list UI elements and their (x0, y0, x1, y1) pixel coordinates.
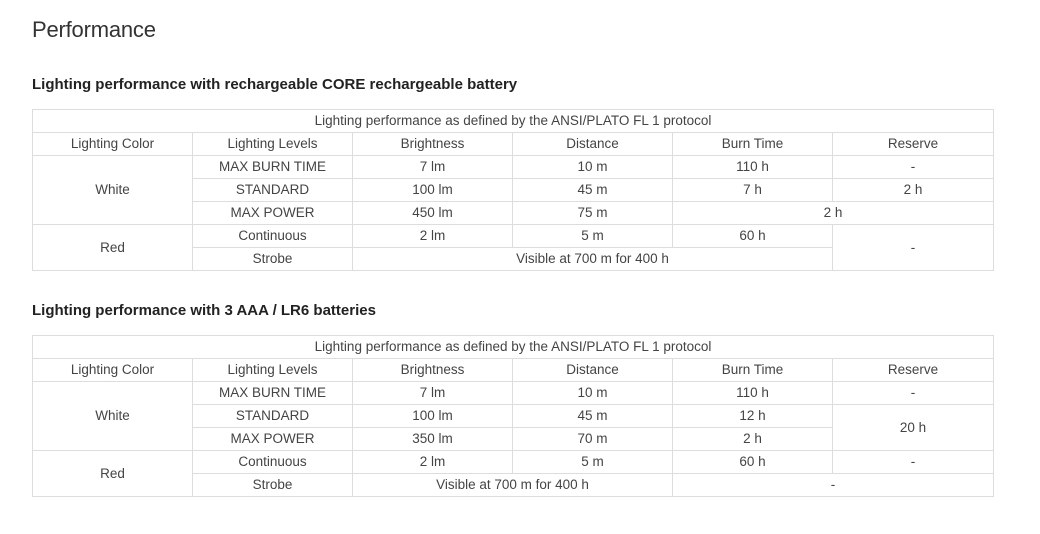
header-distance: Distance (513, 359, 673, 382)
table-caption: Lighting performance as defined by the ANSI/PLATO FL 1 protocol (33, 110, 994, 133)
distance-cell: 75 m (513, 202, 673, 225)
visible-range-cell: Visible at 700 m for 400 h (353, 474, 673, 497)
header-lighting-color: Lighting Color (33, 359, 193, 382)
header-reserve: Reserve (833, 359, 994, 382)
distance-cell: 10 m (513, 382, 673, 405)
header-burn-time: Burn Time (673, 133, 833, 156)
performance-table-aaa-batteries (32, 335, 994, 497)
distance-cell: 10 m (513, 156, 673, 179)
distance-cell: 5 m (513, 451, 673, 474)
distance-cell: 45 m (513, 179, 673, 202)
distance-cell: 70 m (513, 428, 673, 451)
table-row (33, 156, 994, 179)
header-brightness: Brightness (353, 359, 513, 382)
section-title-aaa-batteries: Lighting performance with 3 AAA / LR6 batteries (32, 302, 376, 319)
table-caption: Lighting performance as defined by the ANSI/PLATO FL 1 protocol (33, 336, 994, 359)
visible-range-cell: Visible at 700 m for 400 h (353, 248, 833, 271)
header-distance: Distance (513, 133, 673, 156)
burn-reserve-cell: - (673, 474, 994, 497)
reserve-cell: 2 h (833, 179, 994, 202)
level-cell: STANDARD (193, 405, 353, 428)
reserve-cell: - (833, 451, 994, 474)
level-cell: Strobe (193, 248, 353, 271)
level-cell: STANDARD (193, 179, 353, 202)
header-reserve: Reserve (833, 133, 994, 156)
burn-time-cell: 110 h (673, 382, 833, 405)
table-caption-row (33, 110, 994, 133)
reserve-cell: 20 h (833, 405, 994, 451)
brightness-cell: 350 lm (353, 428, 513, 451)
reserve-cell: - (833, 225, 994, 271)
page-title: Performance (32, 17, 156, 42)
reserve-cell: - (833, 156, 994, 179)
header-lighting-levels: Lighting Levels (193, 133, 353, 156)
level-cell: Continuous (193, 451, 353, 474)
level-cell: MAX POWER (193, 202, 353, 225)
brightness-cell: 450 lm (353, 202, 513, 225)
table-row (33, 451, 994, 474)
table-row (33, 225, 994, 248)
header-burn-time: Burn Time (673, 359, 833, 382)
color-cell-red: Red (33, 451, 193, 497)
burn-time-cell: 2 h (673, 428, 833, 451)
distance-cell: 45 m (513, 405, 673, 428)
brightness-cell: 7 lm (353, 382, 513, 405)
brightness-cell: 2 lm (353, 451, 513, 474)
performance-table-core-battery (32, 109, 994, 271)
burn-time-cell: 12 h (673, 405, 833, 428)
table-header-row (33, 359, 994, 382)
brightness-cell: 100 lm (353, 179, 513, 202)
reserve-cell: - (833, 382, 994, 405)
brightness-cell: 100 lm (353, 405, 513, 428)
burn-time-cell: 7 h (673, 179, 833, 202)
color-cell-red: Red (33, 225, 193, 271)
table-caption-row (33, 336, 994, 359)
table-header-row (33, 133, 994, 156)
brightness-cell: 2 lm (353, 225, 513, 248)
color-cell-white: White (33, 156, 193, 225)
burn-time-cell: 110 h (673, 156, 833, 179)
burn-reserve-cell: 2 h (673, 202, 994, 225)
header-lighting-color: Lighting Color (33, 133, 193, 156)
section-title-core-battery: Lighting performance with rechargeable CORE rechargeable battery (32, 76, 518, 93)
level-cell: MAX POWER (193, 428, 353, 451)
level-cell: Continuous (193, 225, 353, 248)
brightness-cell: 7 lm (353, 156, 513, 179)
burn-time-cell: 60 h (673, 451, 833, 474)
distance-cell: 5 m (513, 225, 673, 248)
header-brightness: Brightness (353, 133, 513, 156)
level-cell: MAX BURN TIME (193, 382, 353, 405)
burn-time-cell: 60 h (673, 225, 833, 248)
level-cell: MAX BURN TIME (193, 156, 353, 179)
level-cell: Strobe (193, 474, 353, 497)
table-row (33, 382, 994, 405)
color-cell-white: White (33, 382, 193, 451)
header-lighting-levels: Lighting Levels (193, 359, 353, 382)
